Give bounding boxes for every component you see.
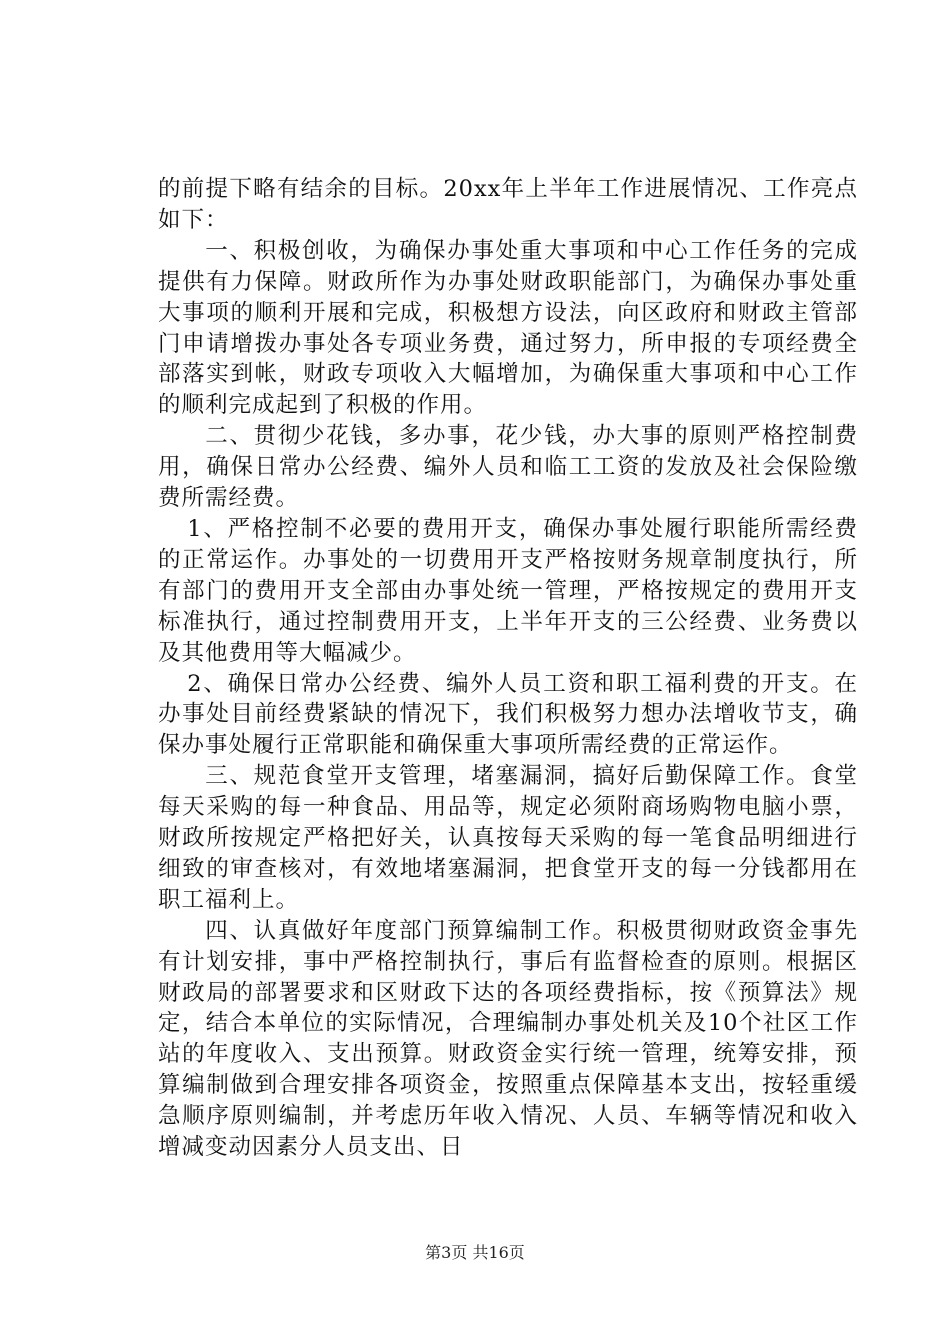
paragraph-item-2: 2、确保日常办公经费、编外人员工资和职工福利费的开支。在办事处目前经费紧缺的情况下，我们积极努力想办法增收节支，确保办事处履行正常职能和确保重大事项所需经费的正常运作。	[158, 670, 858, 759]
paragraph-section-4: 四、认真做好年度部门预算编制工作。积极贯彻财政资金事先有计划安排，事中严格控制执行，事后有监督检查的原则。根据区财政局的部署要求和区财政下达的各项经费指标，按《预算法》规定，结合本单位的实际情况，合理编制办事处机关及10个社区工作站的年度收入、支出预算。财政资金实行统一管理，统筹安排，预算编制做到合理安排各项资金，按照重点保障基本支出，按轻重缓急顺序原则编制，并考虑历年收入情况、人员、车辆等情况和收入增减变动因素分人员支出、日	[158, 917, 858, 1161]
paragraph-section-3: 三、规范食堂开支管理，堵塞漏洞，搞好后勤保障工作。食堂每天采购的每一种食品、用品等，规定必须附商场购物电脑小票，财政所按规定严格把好关，认真按每天采购的每一笔食品明细进行细致的审查核对，有效地堵塞漏洞，把食堂开支的每一分钱都用在职工福利上。	[158, 763, 858, 913]
page-number-footer: 第3页 共16页	[425, 1243, 525, 1262]
body-text	[158, 174, 858, 1163]
paragraph-section-1: 一、积极创收，为确保办事处重大事项和中心工作任务的完成提供有力保障。财政所作为办事处财政职能部门，为确保办事处重大事项的顺利开展和完成，积极想方设法，向区政府和财政主管部门申请增拨办事处各专项业务费，通过努力，所申报的专项经费全部落实到帐，财政专项收入大幅增加，为确保重大事项和中心工作的顺利完成起到了积极的作用。	[158, 237, 858, 419]
paragraph-section-2: 二、贯彻少花钱，多办事，花少钱，办大事的原则严格控制费用，确保日常办公经费、编外人员和临工工资的发放及社会保险缴费所需经费。	[158, 423, 858, 512]
paragraph-intro: 的前提下略有结余的目标。20xx年上半年工作进展情况、工作亮点如下：	[158, 176, 858, 233]
paragraph-item-1: 1、严格控制不必要的费用开支，确保办事处履行职能所需经费的正常运作。办事处的一切费用开支严格按财务规章制度执行，所有部门的费用开支全部由办事处统一管理，严格按规定的费用开支标准执行，通过控制费用开支，上半年开支的三公经费、业务费以及其他费用等大幅减少。	[158, 515, 858, 666]
